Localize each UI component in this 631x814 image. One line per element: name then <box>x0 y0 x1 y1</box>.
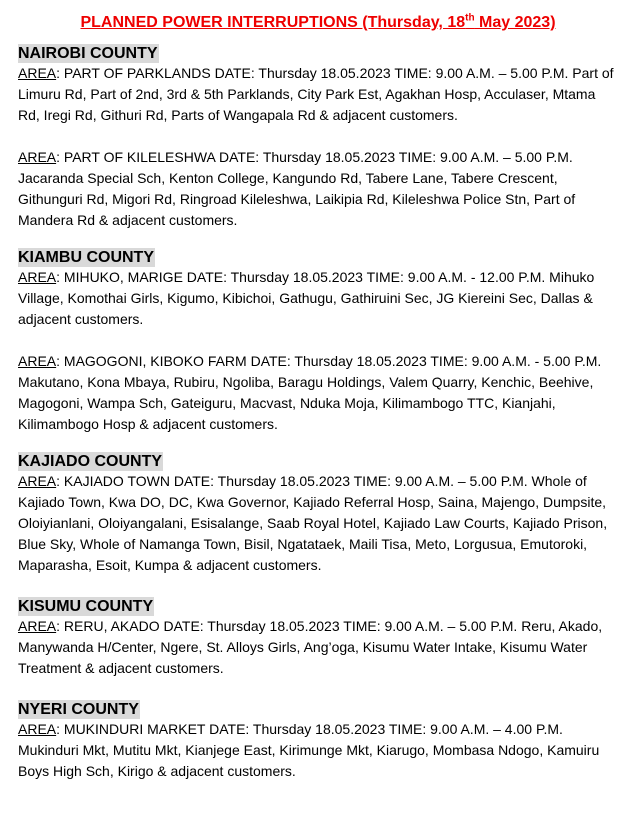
area-label: AREA <box>18 269 57 285</box>
county-heading: KAJIADO COUNTY <box>18 453 163 470</box>
area-label: AREA <box>18 473 57 489</box>
county-heading: NAIROBI COUNTY <box>18 45 158 62</box>
area-entry: AREA: MAGOGONI, KIBOKO FARM DATE: Thursday 18.05.2023 TIME: 9.00 A.M. - 5.00 P.M. Makutano, Kona Mbaya, Rubiru, Ngoliba, Baragu Holdings, Valem Quarry, Kenchic, Beehive, Magogoni, Wampa Sch, Gateiguru, Macvast, Nduka Moja, Kilimambogo TTC, Kianjahi, Kilimambogo Hosp & adjacent customers. <box>18 353 602 432</box>
area-details: MIHUKO, MARIGE DATE: Thursday 18.05.2023 TIME: 9.00 A.M. - 12.00 P.M. Mihuko Village, Komothai Girls, Kigumo, Kibichoi, Gathugu, Gathiruini Sec, JG Kiereini Sec, Dallas & adjacent customers. <box>18 269 595 327</box>
area-details: MUKINDURI MARKET DATE: Thursday 18.05.2023 TIME: 9.00 A.M. – 4.00 P.M. Mukinduri Mkt, Mutitu Mkt, Kianjege East, Kirimunge Mkt, Kiarugo, Mombasa Ndogo, Kamuiru Boys High Sch, Kirigo & adjacent customers. <box>18 721 600 779</box>
county-section-kisumu <box>18 597 618 679</box>
area-entry: AREA: PART OF KILELESHWA DATE: Thursday 18.05.2023 TIME: 9.00 A.M. – 5.00 P.M. Jacaranda Special Sch, Kenton College, Kangundo Rd, Tabere Lane, Tabere Crescent, Githunguri Rd, Migori Rd, Ringroad Kileleshwa, Laikipia Rd, Kileleshwa Police Stn, Part of Mandera Rd & adjacent customers. <box>18 149 576 228</box>
area-label: AREA <box>18 149 57 165</box>
area-details: MAGOGONI, KIBOKO FARM DATE: Thursday 18.05.2023 TIME: 9.00 A.M. - 5.00 P.M. Makutano, Kona Mbaya, Rubiru, Ngoliba, Baragu Holdings, Valem Quarry, Kenchic, Beehive, Magogoni, Wampa Sch, Gateiguru, Macvast, Nduka Moja, Kilimambogo TTC, Kianjahi, Kilimambogo Hosp & adjacent customers. <box>18 353 602 432</box>
area-label: AREA <box>18 65 57 81</box>
county-section-nyeri <box>18 700 618 782</box>
area-details: PART OF KILELESHWA DATE: Thursday 18.05.2023 TIME: 9.00 A.M. – 5.00 P.M. Jacaranda Special Sch, Kenton College, Kangundo Rd, Tabere Lane, Tabere Crescent, Githunguri Rd, Migori Rd, Ringroad Kileleshwa, Laikipia Rd, Kileleshwa Police Stn, Part of Mandera Rd & adjacent customers. <box>18 149 576 228</box>
area-entry: AREA: MUKINDURI MARKET DATE: Thursday 18.05.2023 TIME: 9.00 A.M. – 4.00 P.M. Mukinduri Mkt, Mutitu Mkt, Kianjege East, Kirimunge Mkt, Kiarugo, Mombasa Ndogo, Kamuiru Boys High Sch, Kirigo & adjacent customers. <box>18 721 600 779</box>
area-label: AREA <box>18 721 57 737</box>
page-title <box>18 12 618 34</box>
area-entry: AREA: RERU, AKADO DATE: Thursday 18.05.2023 TIME: 9.00 A.M. – 5.00 P.M. Reru, Akado, Manywanda H/Center, Ngere, St. Alloys Girls, Ang’oga, Kisumu Water Intake, Kisumu Water Treatment & adjacent customers. <box>18 618 603 676</box>
county-section-kiambu <box>18 248 618 435</box>
county-heading: KISUMU COUNTY <box>18 598 154 615</box>
area-entry: AREA: KAJIADO TOWN DATE: Thursday 18.05.2023 TIME: 9.00 A.M. – 5.00 P.M. Whole of Kajiado Town, Kwa DO, DC, Kwa Governor, Kajiado Referral Hosp, Saina, Majengo, Dumpsite, Oloiyianlani, Oloiyangalani, Esisalange, Saab Royal Hotel, Kajiado Law Courts, Kajiado Prison, Blue Sky, Whole of Namanga Town, Bisil, Ngatataek, Maili Tisa, Meto, Lorgusua, Emutoroki, Maparasha, Esoit, Kumpa & adjacent customers. <box>18 473 608 573</box>
title-superscript: th <box>465 12 475 24</box>
area-details: KAJIADO TOWN DATE: Thursday 18.05.2023 TIME: 9.00 A.M. – 5.00 P.M. Whole of Kajiado Town, Kwa DO, DC, Kwa Governor, Kajiado Referral Hosp, Saina, Majengo, Dumpsite, Oloiyianlani, Oloiyangalani, Esisalange, Saab Royal Hotel, Kajiado Law Courts, Kajiado Prison, Blue Sky, Whole of Namanga Town, Bisil, Ngatataek, Maili Tisa, Meto, Lorgusua, Emutoroki, Maparasha, Esoit, Kumpa & adjacent customers. <box>18 473 608 573</box>
county-heading: NYERI COUNTY <box>18 701 139 718</box>
area-label: AREA <box>18 618 57 634</box>
county-heading: KIAMBU COUNTY <box>18 249 154 266</box>
county-section-kajiado <box>18 452 618 576</box>
area-details: PART OF PARKLANDS DATE: Thursday 18.05.2023 TIME: 9.00 A.M. – 5.00 P.M. Part of Limuru Rd, Part of 2nd, 3rd & 5th Parklands, City Park Est, Agakhan Hosp, Acculaser, Mtama Rd, Iregi Rd, Githuri Rd, Parts of Wangapala Rd & adjacent customers. <box>18 65 614 123</box>
county-section-nairobi <box>18 44 618 231</box>
area-details: RERU, AKADO DATE: Thursday 18.05.2023 TIME: 9.00 A.M. – 5.00 P.M. Reru, Akado, Manywanda H/Center, Ngere, St. Alloys Girls, Ang’oga, Kisumu Water Intake, Kisumu Water Treatment & adjacent customers. <box>18 618 603 676</box>
area-label: AREA <box>18 353 57 369</box>
title-text: PLANNED POWER INTERRUPTIONS (Thursday, 18 <box>80 14 466 31</box>
area-entry: AREA: MIHUKO, MARIGE DATE: Thursday 18.05.2023 TIME: 9.00 A.M. - 12.00 P.M. Mihuko Village, Komothai Girls, Kigumo, Kibichoi, Gathugu, Gathiruini Sec, JG Kiereini Sec, Dallas & adjacent customers. <box>18 269 595 327</box>
title-suffix: May 2023) <box>474 14 556 31</box>
document-page <box>18 12 618 782</box>
area-entry: AREA: PART OF PARKLANDS DATE: Thursday 18.05.2023 TIME: 9.00 A.M. – 5.00 P.M. Part of Limuru Rd, Part of 2nd, 3rd & 5th Parklands, City Park Est, Agakhan Hosp, Acculaser, Mtama Rd, Iregi Rd, Githuri Rd, Parts of Wangapala Rd & adjacent customers. <box>18 65 614 123</box>
